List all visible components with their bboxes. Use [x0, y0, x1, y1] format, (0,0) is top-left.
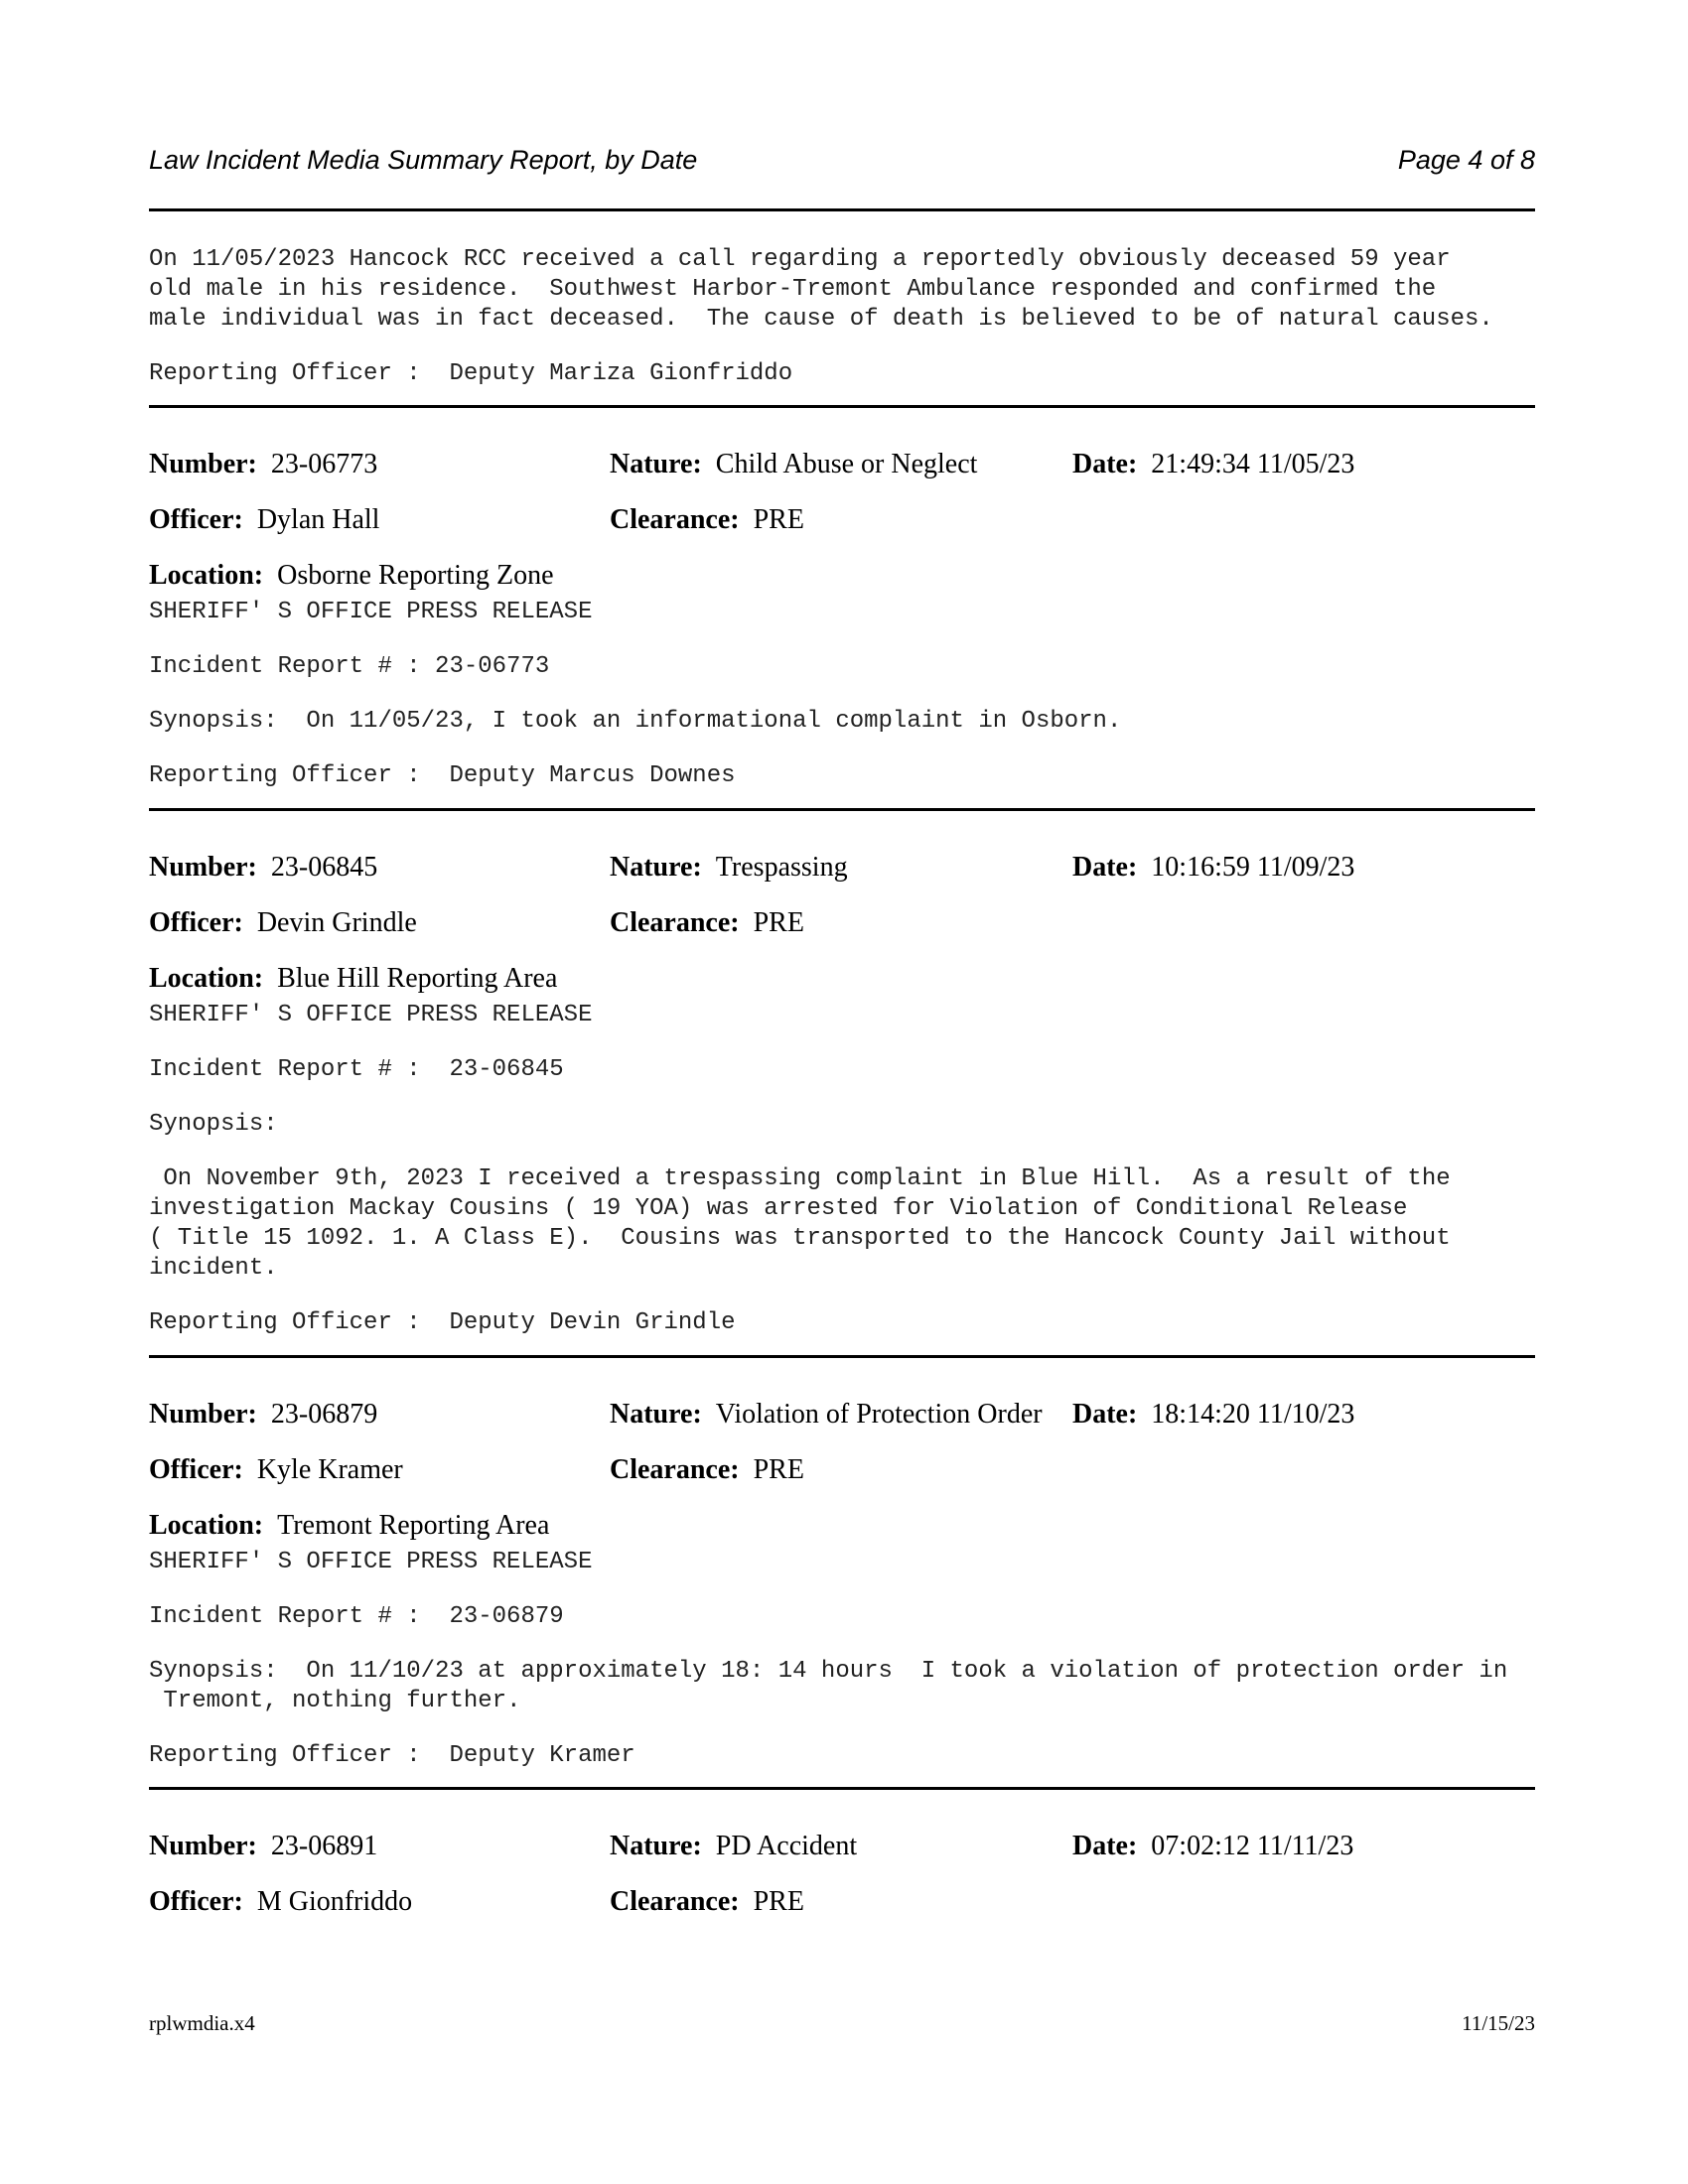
incident-location: Blue Hill Reporting Area	[277, 963, 558, 994]
press-release-label: SHERIFF' S OFFICE PRESS RELEASE	[149, 599, 593, 625]
incident-clearance: PRE	[753, 1886, 804, 1917]
press-release-label: SHERIFF' S OFFICE PRESS RELEASE	[149, 1549, 593, 1575]
divider	[149, 1787, 1535, 1790]
incident-nature: PD Accident	[715, 1831, 858, 1861]
incident-report-number: Incident Report # : 23-06879	[149, 1603, 564, 1630]
divider	[149, 808, 1535, 811]
incident-nature: Child Abuse or Neglect	[715, 449, 978, 479]
incident-synopsis: Synopsis: On 11/05/23, I took an informational complaint in Osborn.	[149, 708, 1122, 735]
incident-reporting-officer: Reporting Officer : Deputy Marcus Downes	[149, 762, 736, 789]
incident-clearance: PRE	[753, 907, 804, 938]
incident-officer: M Gionfriddo	[256, 1886, 413, 1917]
incident-nature: Trespassing	[715, 852, 848, 883]
incident-date: 07:02:12 11/11/23	[1151, 1831, 1354, 1861]
incident-reporting-officer: Reporting Officer : Deputy Kramer	[149, 1742, 635, 1769]
incident-report-number: Incident Report # : 23-06845	[149, 1056, 564, 1083]
incident-date: 18:14:20 11/10/23	[1151, 1399, 1355, 1430]
incident-nature: Violation of Protection Order	[715, 1399, 1043, 1430]
report-header	[149, 145, 1535, 176]
incident-location: Osborne Reporting Zone	[277, 560, 554, 591]
report-id: rplwmdia.x4	[149, 2011, 255, 2035]
synopsis-label: Synopsis:	[149, 1111, 278, 1138]
incident-reporting-officer: Reporting Officer : Deputy Devin Grindle	[149, 1309, 736, 1336]
incident-number: 23-06845	[270, 852, 378, 883]
incident-officer: Devin Grindle	[256, 907, 417, 938]
carryover-narrative: On 11/05/2023 Hancock RCC received a call regarding a reportedly obviously deceased 59 year old male in his residence. Southwest Harbor-Tremont Ambulance responded and confirmed the male individual was in fact deceased. The cause of death is believed to be of natural causes.	[149, 246, 1493, 333]
divider	[149, 208, 1535, 211]
incident-clearance: PRE	[753, 1454, 804, 1485]
report-footer	[149, 2011, 1535, 2036]
incident-report-number: Incident Report # : 23-06773	[149, 653, 550, 680]
incident-location: Tremont Reporting Area	[277, 1510, 550, 1541]
report-title: Law Incident Media Summary Report, by Date	[149, 145, 698, 175]
press-release-label: SHERIFF' S OFFICE PRESS RELEASE	[149, 1002, 593, 1028]
incident-number: 23-06891	[270, 1831, 378, 1861]
incident-clearance: PRE	[753, 504, 804, 535]
report-page: Law Incident Media Summary Report, by Date Page 4 of 8 On 11/05/2023 Hancock RCC received a call regarding a reportedly obviously deceased 59 year old male in his residence. Southwest Harbor-Tremont Ambulance responded and confirmed the male individual was in fact deceased. The cause of death is believed to be of natural causes. Reporting Officer : Deputy Mariza Gionfriddo Number: 23-06773 Nature: Child Abuse or Neglect Date: 21:49:34 11/05/23 Officer: Dylan Hall Clearance: PRE Location: Osborne Reporting Zone SHERIFF' S OFFICE PRESS RELEASE Incident Report # : 23-06773 Synopsis: On 11/05/23, I took an informational complaint in Osborn. Reporting Officer : Deputy Marcus Downes Number: 23-06845 Nature: Trespassing Date: 10:16:59 11/09/23 Officer: Devin Grindle Clearance: PRE Location: Blue Hill Reporting Area SHERIFF' S OFFICE PRESS RELEASE Incident Report # : 23-06845 Synopsis: On November 9th, 2023 I received a trespassing complaint in Blue Hill. As a result of the investigation Mackay Cousins ( 19 YOA) was arrested for Violation of Conditional Release ( Title 15 1092. 1. A Class E). Cousins was transported to the Hancock County Jail without incident. Reporting Officer : Deputy Devin Grindle Number: 23-06879 Nature: Violation of Protection Order Date: 18:14:20 11/10/23 Officer: Kyle Kramer Clearance: PRE Location: Tremont Reporting Area SHERIFF' S OFFICE PRESS RELEASE Incident Report # : 23-06879 Synopsis: On 11/10/23 at approximately 18: 14 hours I took a violation of protection order in Tremont, nothing further. Reporting Officer : Deputy Kramer Number: 23-06891 Nature: PD Accident Date: 07:02:12 11/11/23 Officer: M Gionfriddo Clearance: PRE rplwmdia.x4 11/15/23	[149, 145, 1535, 2035]
incident-officer: Dylan Hall	[256, 504, 380, 535]
carryover-reporting-officer: Reporting Officer : Deputy Mariza Gionfriddo	[149, 360, 793, 387]
page-indicator: Page 4 of 8	[1397, 145, 1535, 175]
divider	[149, 1355, 1535, 1358]
incident-number: 23-06879	[270, 1399, 378, 1430]
incident-synopsis: On November 9th, 2023 I received a trespassing complaint in Blue Hill. As a result of the investigation Mackay Cousins ( 19 YOA) was arrested for Violation of Conditional Release ( Title 15 1092. 1. A Class E). Cousins was transported to the Hancock County Jail without incident.	[149, 1165, 1451, 1282]
incident-date: 21:49:34 11/05/23	[1151, 449, 1355, 479]
incident-officer: Kyle Kramer	[256, 1454, 403, 1485]
incident-date: 10:16:59 11/09/23	[1151, 852, 1355, 883]
incident-number: 23-06773	[270, 449, 378, 479]
print-date: 11/15/23	[1462, 2011, 1535, 2035]
incident-synopsis: Synopsis: On 11/10/23 at approximately 18: 14 hours I took a violation of protection order in Tremont, nothing further.	[149, 1658, 1508, 1714]
divider	[149, 405, 1535, 408]
